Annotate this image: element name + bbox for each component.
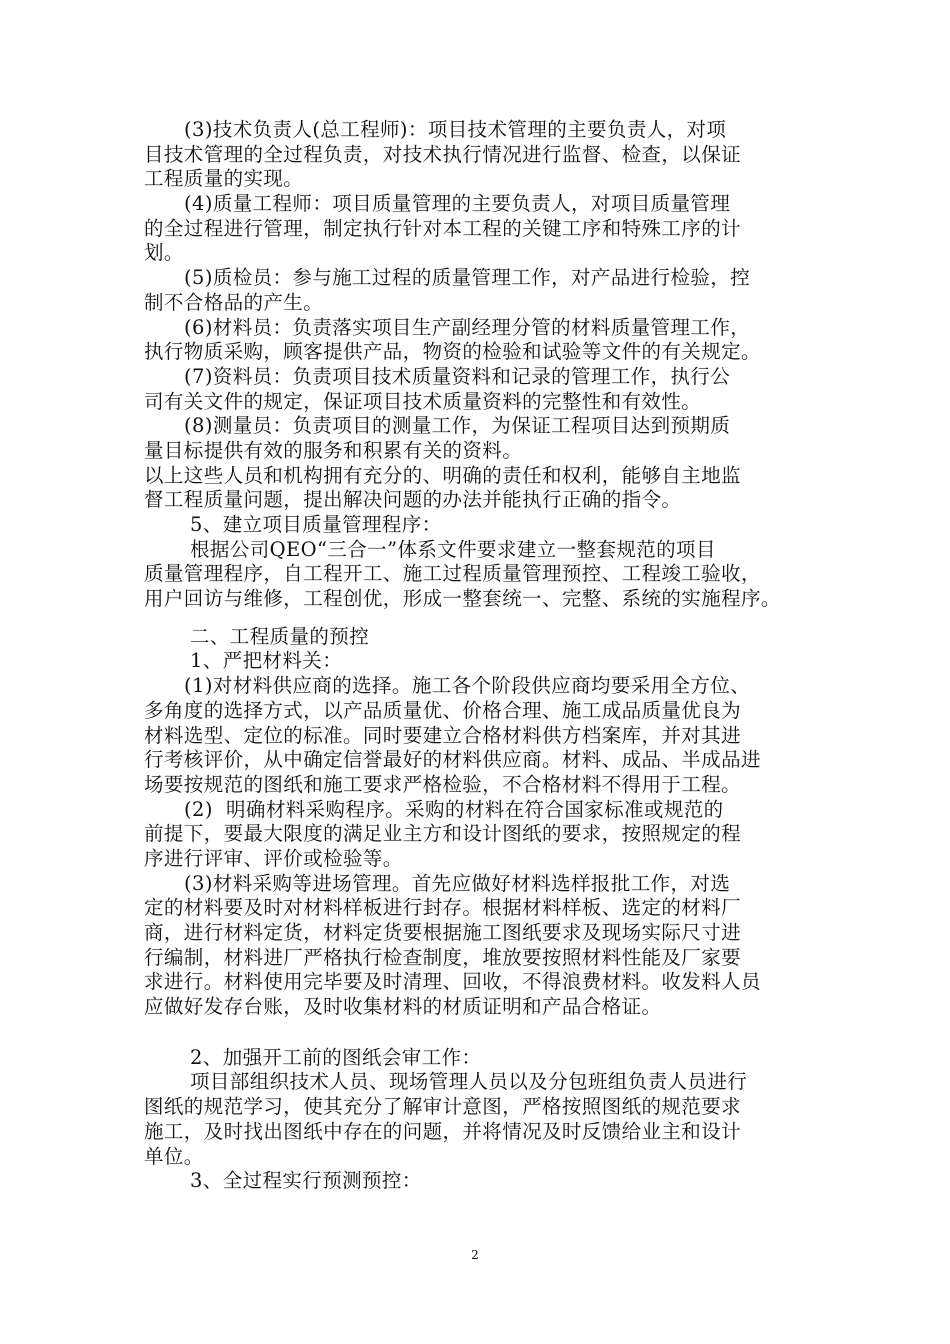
text-line: 制不合格品的产生。 (144, 290, 324, 314)
text-line: (8)测量员：负责项目的测量工作，为保证工程项目达到预期质 (184, 414, 731, 438)
document-body (144, 118, 834, 1194)
text-line: 材料选型、定位的标准。同时要建立合格材料供方档案库，并对其进 (144, 723, 742, 747)
text-line: (2) 明确材料采购程序。采购的材料在符合国家标准或规范的 (184, 797, 724, 821)
paragraph-gap (144, 1020, 834, 1046)
section-heading: 2、加强开工前的图纸会审工作： (190, 1045, 482, 1069)
text-line: (7)资料员：负责项目技术质量资料和记录的管理工作，执行公 (184, 364, 731, 388)
text-line: 的全过程进行管理，制定执行针对本工程的关键工序和特殊工序的计 (144, 216, 742, 240)
text-line: 多角度的选择方式，以产品质量优、价格合理、施工成品质量优良为 (144, 698, 742, 722)
text-line: (3)材料采购等进场管理。首先应做好材料选样报批工作，对选 (184, 871, 731, 895)
text-line: 划。 (144, 241, 184, 265)
page-number: 2 (471, 1248, 479, 1262)
text-line: 行编制，材料进厂严格执行检查制度，堆放要按照材料性能及厂家要 (144, 945, 742, 969)
paragraph-gap (144, 612, 834, 625)
text-line: 根据公司QEO“三合一”体系文件要求建立一整套规范的项目 (190, 537, 716, 561)
section-heading: 二、工程质量的预控 (190, 624, 370, 648)
text-line: 应做好发存台账，及时收集材料的材质证明和产品合格证。 (144, 995, 662, 1019)
text-line: 商，进行材料定货，材料定货要根据施工图纸要求及现场实际尺寸进 (144, 921, 742, 944)
text-line: (1)对材料供应商的选择。施工各个阶段供应商均要采用全方位、 (184, 674, 751, 698)
text-line: 目技术管理的全过程负责，对技术执行情况进行监督、检查，以保证 (144, 142, 742, 166)
text-line: 质量管理程序，自工程开工、施工过程质量管理预控、工程竣工验收， (144, 562, 761, 586)
text-line: 以上这些人员和机构拥有充分的、明确的责任和权利，能够自主地监 (144, 463, 742, 487)
text-line: 执行物质采购，顾客提供产品，物资的检验和试验等文件的有关规定。 (144, 340, 761, 364)
text-line: (5)质检员：参与施工过程的质量管理工作，对产品进行检验，控 (184, 266, 751, 290)
text-line: 施工，及时找出图纸中存在的问题，并将情况及时反馈给业主和设计 (144, 1119, 742, 1143)
text-line: 督工程质量问题，提出解决问题的办法并能执行正确的指令。 (144, 488, 682, 512)
text-line: 项目部组织技术人员、现场管理人员以及分包班组负责人员进行 (190, 1070, 748, 1094)
text-line: 定的材料要及时对材料样板进行封存。根据材料样板、选定的材料厂 (144, 896, 742, 920)
text-line: 前提下，要最大限度的满足业主方和设计图纸的要求，按照规定的程 (144, 822, 742, 846)
text-line: 量目标提供有效的服务和积累有关的资料。 (144, 438, 523, 462)
text-line: 图纸的规范学习，使其充分了解审计意图，严格按照图纸的规范要求 (144, 1095, 742, 1119)
section-heading: 5、建立项目质量管理程序： (190, 513, 442, 536)
section-heading: 1、严把材料关： (190, 649, 343, 673)
text-line: 工程质量的实现。 (144, 167, 304, 191)
text-line: (4)质量工程师：项目质量管理的主要负责人，对项目质量管理 (184, 192, 731, 216)
section-heading: 3、全过程实行预测预控： (190, 1169, 422, 1193)
text-line: 用户回访与维修，工程创优，形成一整套统一、完整、系统的实施程序。 (144, 587, 781, 611)
text-line: 单位。 (144, 1144, 204, 1168)
text-line: (3)技术负责人(总工程师)：项目技术管理的主要负责人，对项 (184, 118, 727, 141)
text-line: 序进行评审、评价或检验等。 (144, 846, 403, 870)
text-line: 行考核评价，从中确定信誉最好的材料供应商。材料、成品、半成品进 (144, 748, 761, 772)
text-line: 场要按规范的图纸和施工要求严格检验，不合格材料不得用于工程。 (144, 772, 742, 796)
text-line: 求进行。材料使用完毕要及时清理、回收，不得浪费材料。收发料人员 (144, 970, 761, 994)
text-line: (6)材料员：负责落实项目生产副经理分管的材料质量管理工作， (184, 315, 751, 339)
text-line: 司有关文件的规定，保证项目技术质量资料的完整性和有效性。 (144, 389, 702, 413)
